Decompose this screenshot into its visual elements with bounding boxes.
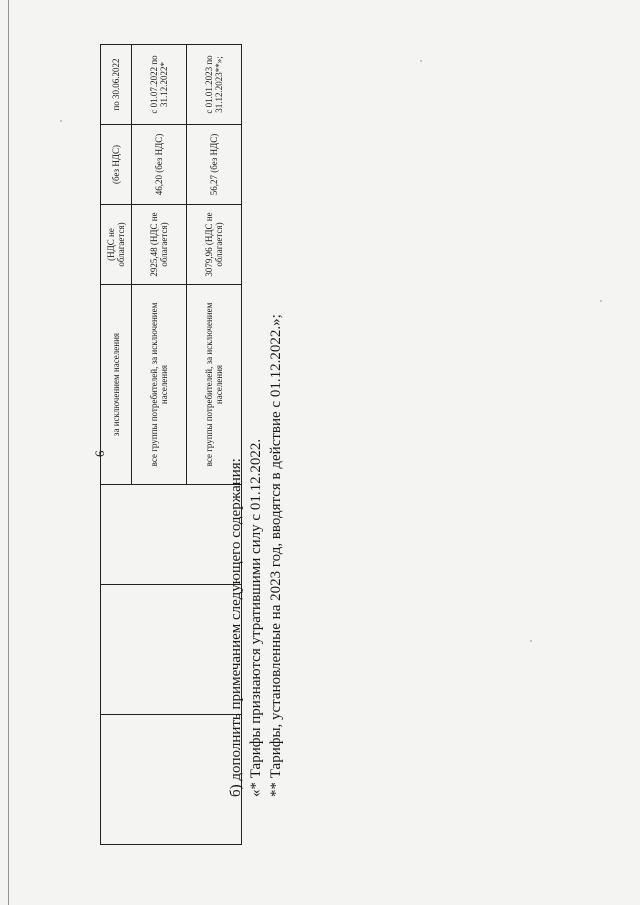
empty-cell	[101, 585, 242, 715]
tariff-price-vat-cell: (без НДС)	[101, 125, 132, 205]
tariff-price-cell: (НДС не облагается)	[101, 205, 132, 285]
validity-period-cell: по 30.06.2022	[101, 45, 132, 125]
empty-cell	[101, 715, 242, 845]
page-number: 6	[92, 450, 107, 457]
table-row	[101, 45, 132, 845]
note-footnote-1: «* Тарифы признаются утратившими силу с 01.12.2022.	[248, 438, 264, 797]
tariff-table	[100, 44, 242, 845]
tariff-price-vat-cell: 46,20 (без НДС)	[132, 125, 187, 205]
note-footnote-2: ** Тарифы, установленные на 2023 год, вводятся в действие с 01.12.2022.»;	[268, 314, 284, 797]
tariff-price-cell: 2925,48 (НДС не облагается)	[132, 205, 187, 285]
tariff-price-vat-cell: 56,27 (без НДС)	[187, 125, 242, 205]
validity-period-cell: с 01.01.2023 по 31.12.2023**»;	[187, 45, 242, 125]
tariff-price-cell: 3079,96 (НДС не облагается)	[187, 205, 242, 285]
consumer-category-cell: за исключением населения	[101, 285, 132, 485]
validity-period-cell: с 01.07.2022 по 31.12.2022*	[132, 45, 187, 125]
empty-cell	[101, 485, 242, 585]
consumer-category-cell: все группы потребителей, за исключением населения	[132, 285, 187, 485]
note-intro: б) дополнить примечанием следующего содержания:	[228, 458, 244, 797]
consumer-category-cell: все группы потребителей, за исключением населения	[187, 285, 242, 485]
